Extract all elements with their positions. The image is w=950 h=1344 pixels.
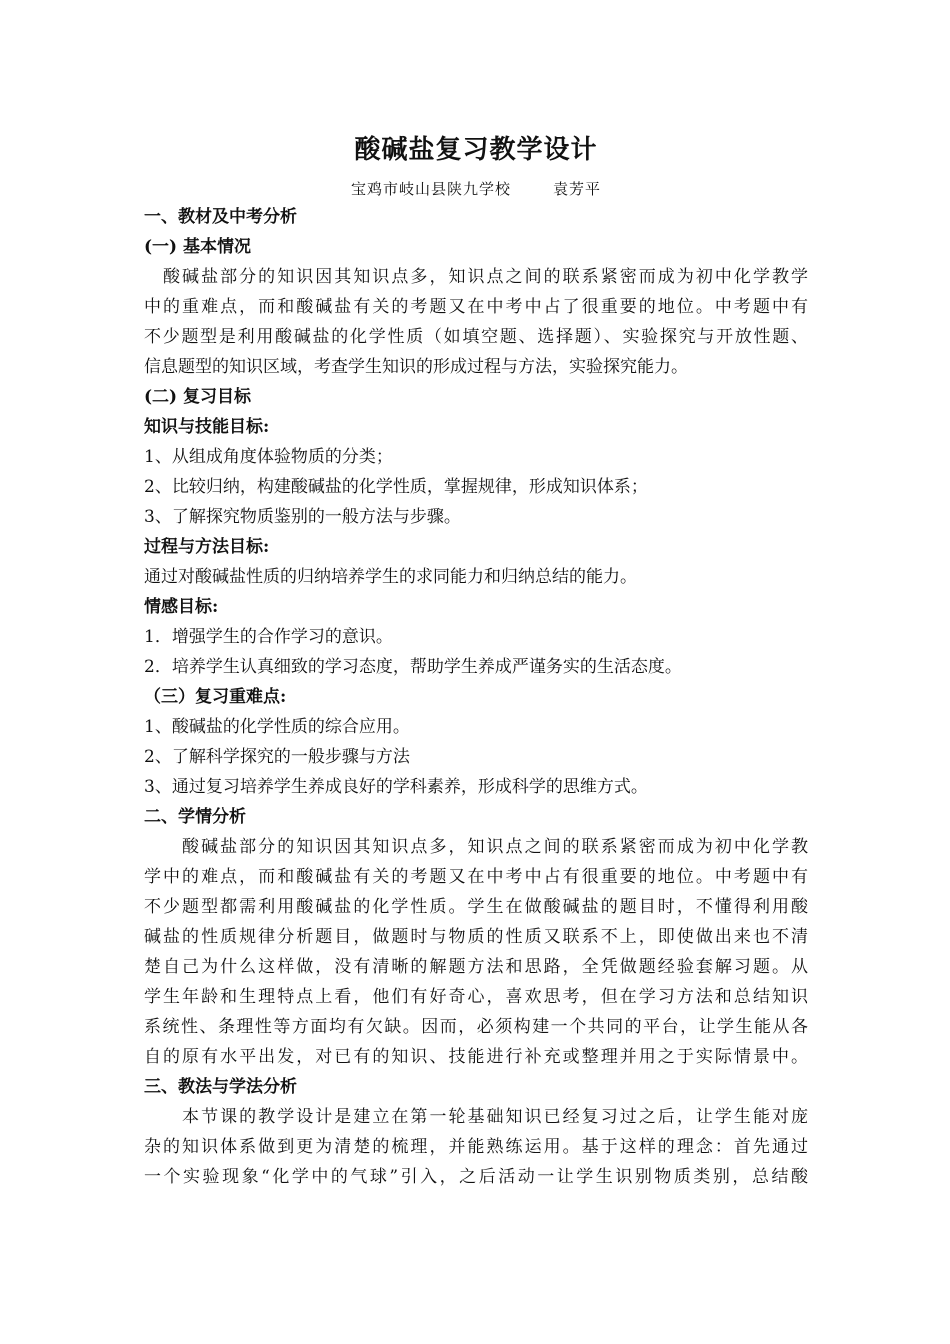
paragraph-line: 杂的知识体系做到更为清楚的梳理，并能熟练运用。基于这样的理念：首先通过	[144, 1137, 808, 1157]
paragraph-line: 信息题型的知识区域，考查学生知识的形成过程与方法，实验探究能力。	[144, 357, 688, 377]
subsection-heading-2: (二) 复习目标	[144, 387, 252, 407]
goal-heading-emotion: 情感目标:	[144, 597, 219, 617]
goal-heading-process: 过程与方法目标:	[144, 537, 270, 557]
author-name: 袁芳平	[553, 180, 602, 198]
list-item: 1．增强学生的合作学习的意识。	[144, 627, 393, 647]
list-item: 1、从组成角度体验物质的分类；	[144, 447, 393, 467]
paragraph-line: 酸碱盐部分的知识因其知识点多，知识点之间的联系紧密而成为初中化学教学	[144, 267, 808, 287]
paragraph-line: 酸碱盐部分的知识因其知识点多，知识点之间的联系紧密而成为初中化学教	[144, 837, 808, 857]
paragraph-line: 中的重难点，而和酸碱盐有关的考题又在中考中占了很重要的地位。中考题中有	[144, 297, 808, 317]
paragraph-line: 不少题型是利用酸碱盐的化学性质（如填空题、选择题）、实验探究与开放性题、	[144, 327, 808, 347]
section-heading-3: 三、教法与学法分析	[144, 1077, 297, 1097]
list-item: 1、酸碱盐的化学性质的综合应用。	[144, 717, 410, 737]
list-item: 3、通过复习培养学生养成良好的学科素养，形成科学的思维方式。	[144, 777, 648, 797]
document-title: 酸碱盐复习教学设计	[354, 135, 598, 165]
paragraph-line: 学生年龄和生理特点上看，他们有好奇心，喜欢思考，但在学习方法和总结知识	[144, 987, 808, 1007]
paragraph-line: 自的原有水平出发，对已有的知识、技能进行补充或整理并用之于实际情景中。	[144, 1047, 808, 1067]
byline	[144, 178, 808, 200]
school-name: 宝鸡市岐山县陕九学校	[350, 180, 511, 198]
paragraph-line: 不少题型都需利用酸碱盐的化学性质。学生在做酸碱盐的题目时，不懂得利用酸	[144, 897, 808, 917]
paragraph-line: 一个实验现象“化学中的气球”引入，之后活动一让学生识别物质类别，总结酸	[144, 1167, 808, 1187]
paragraph-line: 系统性、条理性等方面均有欠缺。因而，必须构建一个共同的平台，让学生能从各	[144, 1017, 808, 1037]
list-item: 2、比较归纳，构建酸碱盐的化学性质，掌握规律，形成知识体系；	[144, 477, 648, 497]
list-item: 3、了解探究物质鉴别的一般方法与步骤。	[144, 507, 461, 527]
goal-heading-knowledge: 知识与技能目标:	[144, 417, 270, 437]
section-heading-2: 二、学情分析	[144, 807, 246, 827]
section-heading-1: 一、教材及中考分析	[144, 207, 297, 227]
paragraph-line: 楚自己为什么这样做，没有清晰的解题方法和思路，全凭做题经验套解习题。从	[144, 957, 808, 977]
paragraph-line: 碱盐的性质规律分析题目，做题时与物质的性质又联系不上，即使做出来也不清	[144, 927, 808, 947]
list-item: 2、了解科学探究的一般步骤与方法	[144, 747, 410, 767]
paragraph-line: 本节课的教学设计是建立在第一轮基础知识已经复习过之后，让学生能对庞	[144, 1107, 808, 1127]
paragraph-line: 学中的难点，而和酸碱盐有关的考题又在中考中占有很重要的地位。中考题中有	[144, 867, 808, 887]
subsection-heading-3: （三）复习重难点:	[144, 687, 287, 707]
list-item: 2．培养学生认真细致的学习态度，帮助学生养成严谨务实的生活态度。	[144, 657, 682, 677]
subsection-heading-1: (一) 基本情况	[144, 237, 252, 257]
paragraph-line: 通过对酸碱盐性质的归纳培养学生的求同能力和归纳总结的能力。	[144, 567, 637, 587]
